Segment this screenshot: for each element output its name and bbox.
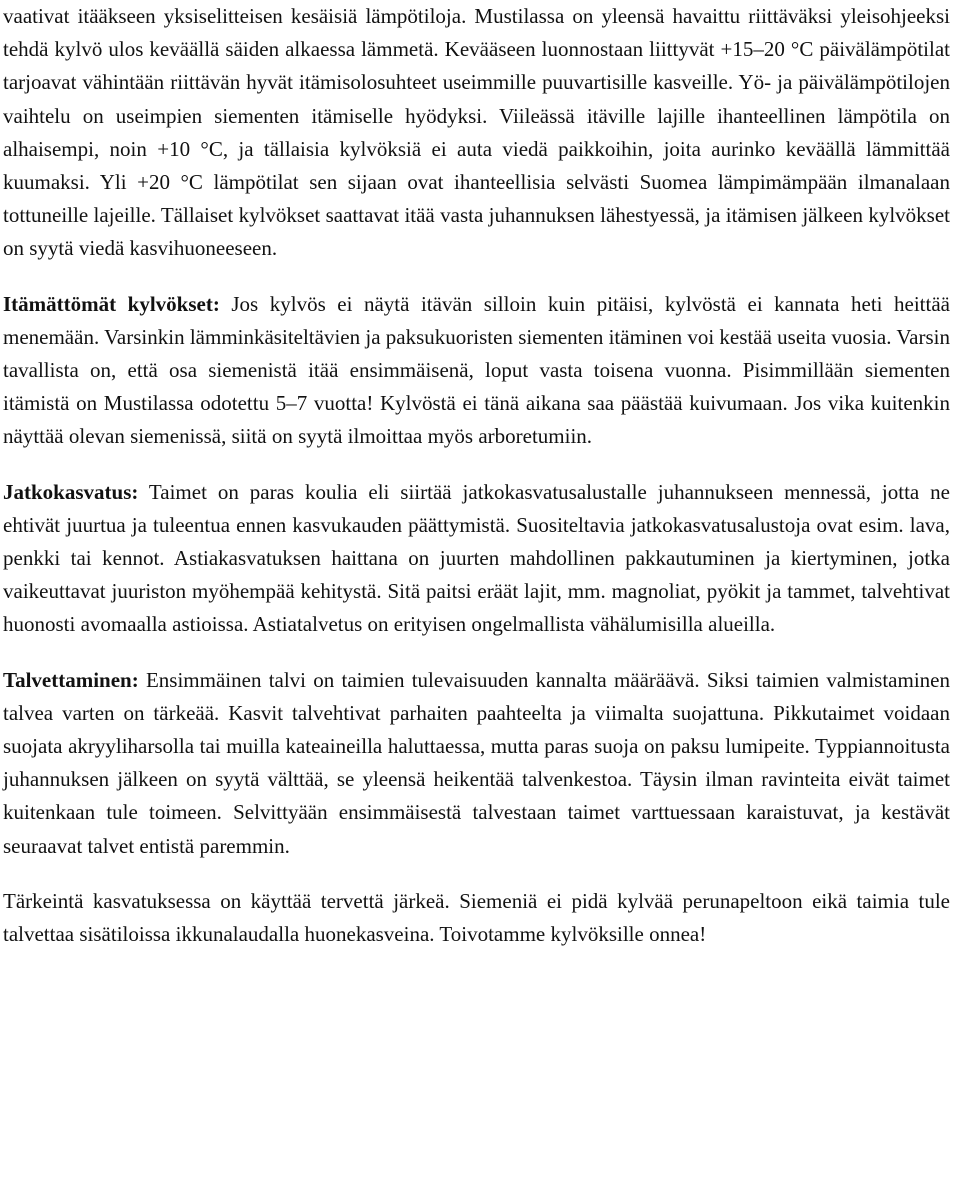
paragraph-text: Ensimmäinen talvi on taimien tulevaisuuden kannalta määräävä. Siksi taimien valmistaminen talvea varten on tärkeää. Kasvit talvehtivat parhaiten paahteelta ja viimalta suojattuna. Pikkutaimet voidaan suojata akryyliharsolla tai muilla kateaineilla haluttaessa, mutta paras suoja on paksu lumipeite. Typpiannoitusta juhannuksen jälkeen on syytä välttää, se yleensä heikentää talvenkestoa. Täysin ilman ravinteita eivät taimet kuitenkaan tule toimeen. Selvittyään ensimmäisestä talvestaan taimet varttuessaan karaistuvat, ja kestävät seuraavat talvet entistä paremmin. (3, 667, 950, 858)
section-heading: Itämättömät kylvökset: (3, 291, 220, 316)
section-heading: Talvettaminen: (3, 667, 139, 692)
paragraph-ungerminated-sowings (3, 288, 950, 454)
paragraph-text: Taimet on paras koulia eli siirtää jatkokasvatusalustalle juhannukseen mennessä, jotta ne ehtivät juurtua ja tuleentua ennen kasvukauden päättymistä. Suositeltavia jatkokasvatusalustoja ovat esim. lava, penkki tai kennot. Astiakasvatuksen haittana on juurten mahdollinen pakkautuminen ja kiertyminen, jotka vaikeuttavat juuriston myöhempää kehitystä. Sitä paitsi eräät lajit, mm. magnoliat, pyökit ja tammet, talvehtivat huonosti avomaalla astioissa. Astiatalvetus on erityisen ongelmallista vähälumisilla alueilla. (3, 479, 950, 637)
paragraph-text: vaativat itääkseen yksiselitteisen kesäisiä lämpötiloja. Mustilassa on yleensä havaittu riittäväksi yleisohjeeksi tehdä kylvö ulos keväällä säiden alkaessa lämmetä. Kevääseen luonnostaan liittyvät +15–20 °C päivälämpötilat tarjoavat vähintään riittävän hyvät itämisolosuhteet useimmille puuvartisille kasveille. Yö- ja päivälämpötilojen vaihtelu on useimpien siementen itämiselle hyödyksi. Viileässä itäville lajille ihanteellinen lämpötila on alhaisempi, noin +10 °C, ja tällaisia kylvöksiä ei auta viedä paikkoihin, joita aurinko keväällä lämmittää kuumaksi. Yli +20 °C lämpötilat sen sijaan ovat ihanteellisia selvästi Suomea lämpimämpään ilmanalaan tottuneille lajeille. Tällaiset kylvökset saattavat itää vasta juhannuksen lähestyessä, ja itämisen jälkeen kylvökset on syytä viedä kasvihuoneeseen. (3, 4, 950, 261)
paragraph-overwintering (3, 664, 950, 863)
paragraph-text: Jos kylvös ei näytä itävän silloin kuin pitäisi, kylvöstä ei kannata heti heittää menemään. Varsinkin lämminkäsiteltävien ja paksukuoristen siementen itäminen voi kestää useita vuosia. Varsin tavallista on, että osa siemenistä itää ensimmäisenä, loput vasta toisena vuonna. Pisimmillään siementen itämistä on Mustilassa odotettu 5–7 vuotta! Kylvöstä ei tänä aikana saa päästää kuivumaan. Jos vika kuitenkin näyttää olevan siemenissä, siitä on syytä ilmoittaa myös arboretumiin. (3, 291, 950, 449)
paragraph-further-cultivation (3, 476, 950, 642)
paragraph-germination-temperature (3, 0, 950, 266)
paragraph-closing (3, 885, 950, 951)
section-heading: Jatkokasvatus: (3, 479, 139, 504)
paragraph-text: Tärkeintä kasvatuksessa on käyttää tervettä järkeä. Siemeniä ei pidä kylvää perunapeltoon eikä taimia tule talvettaa sisätiloissa ikkunalaudalla huonekasveina. Toivotamme kylvöksille onnea! (3, 888, 950, 947)
